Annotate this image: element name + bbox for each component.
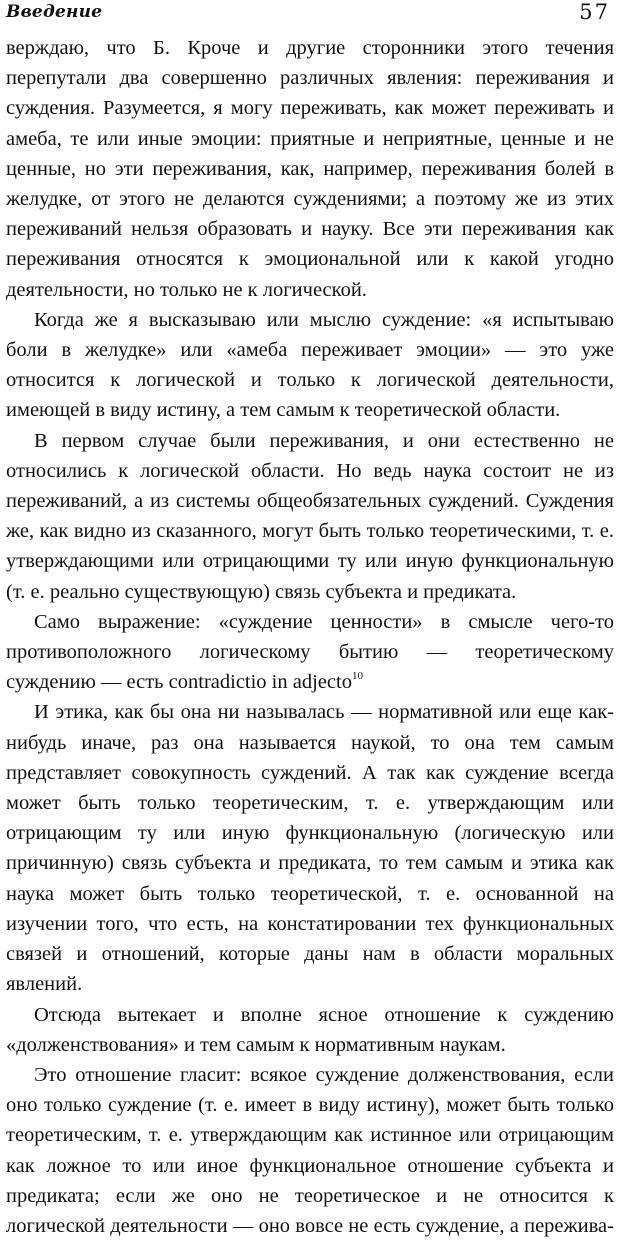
paragraph-2: Когда же я высказываю или мыслю суждение: «я испытываю боли в желудке» или «амеба переживает эмоции» — это уже относится к логической и только к логической деятельности, имеющей в виду истину, а тем самым к теоретической области.: [6, 308, 614, 422]
paragraph-3: В первом случае были переживания, и они естественно не относились к логической области. Но ведь наука состоит не из переживаний, а из системы общеобязательных суждений. Суждения же, как видно из сказанного, могут быть только теоретическими, т. е. утверждающими или отрицающими ту или иную функциональную (т. е. реально существующую) связь субъекта и предиката.: [6, 429, 614, 603]
paragraph-1: верждаю, что Б. Кроче и другие сторонники этого течения перепутали два совершенно различных явления: переживания и суждения. Разумеется, я могу переживать, как может переживать и амеба, те или иные эмоции: приятные и неприятные, ценные и не ценные, но эти переживания, как, например, переживания болей в желудке, от этого не делаются суждениями; а поэтому же из этих переживаний нельзя образовать и науку. Все эти переживания как переживания относятся к эмоциональной или к какой угодно деятельности, но только не к логической.: [6, 37, 614, 301]
paragraph-7: Это отношение гласит: всякое суждение долженствования, если оно только суждение (т. е. имеет в виду истину), может быть только теоретическим, т. е. утверждающим как истинное или отрицающим как ложное то или иное функциональное отношение субъекта и предиката; если же оно не теоретическое и не относится к логической деятельности — оно вовсе не есть суждение, а пережива-: [6, 1063, 614, 1237]
footnote-ref: 10: [351, 670, 363, 683]
paragraph-4: [6, 607, 614, 698]
paragraph-6: Отсюда вытекает и вполне ясное отношение к суждению «долженствования» и тем самым к нормативным наукам.: [6, 1003, 614, 1056]
paragraph-4-text: Само выражение: «суждение ценности» в смысле чего-то противоположного логическому бытию — теоретическому суждению — есть contradictio in adjecto: [6, 610, 614, 694]
page-number: 57: [579, 0, 610, 24]
body-text: [6, 33, 614, 1241]
paragraph-5: И этика, как бы она ни называлась — нормативной или еще как-нибудь иначе, раз она называется наукой, то она тем самым представляет совокупность суждений. А так как суждение всегда может быть только теоретическим, т. е. утверждающим или отрицающим ту или иную функциональную (логическую или причинную) связь субъекта и предиката, то тем самым и этика как наука может быть только теоретической, т. е. основанной на изучении того, что есть, на констатировании тех функциональных связей и отношений, которые даны нам в области моральных явлений.: [6, 701, 614, 996]
running-head: Введение: [6, 2, 103, 22]
